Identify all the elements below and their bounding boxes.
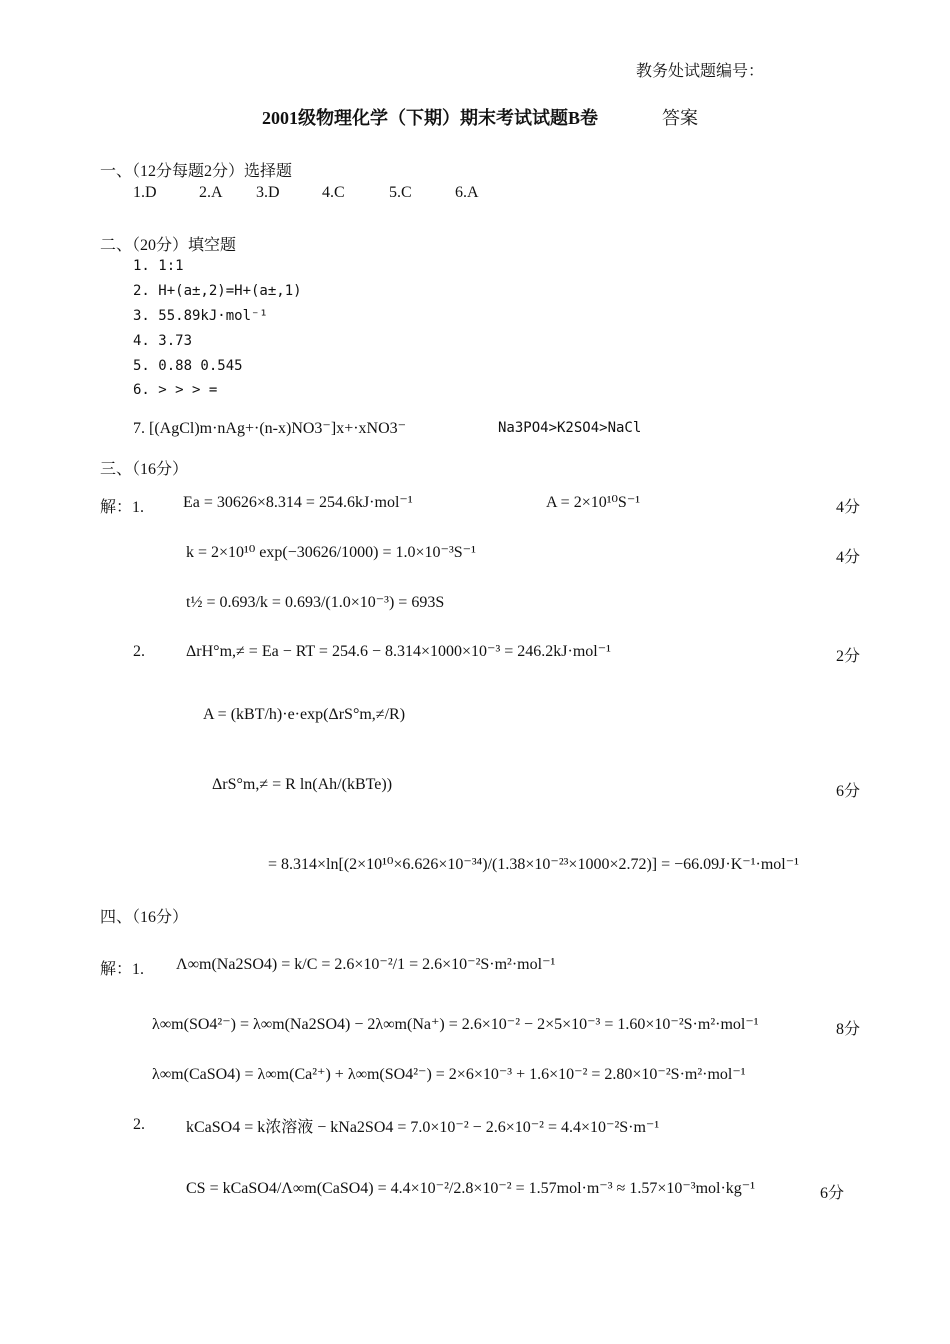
- s2-item-7-order: Na3PO4>K2SO4>NaCl: [498, 420, 642, 436]
- s3-score-2: 4分: [835, 549, 860, 566]
- s3-eq-half-life: t½ = 0.693/k = 0.693/(1.0×10⁻³) = 693S: [186, 594, 445, 611]
- page-title: 2001级物理化学（下期）期末考试试题B卷: [262, 108, 599, 128]
- s2-item-3: 3. 55.89kJ·mol⁻¹: [133, 308, 268, 324]
- s2-item-5: 5. 0.88 0.545: [133, 358, 243, 374]
- s3-score-4: 6分: [835, 783, 860, 800]
- exam-code-label: 教务处试题编号：: [636, 63, 765, 80]
- s2-item-6: 6. > > > =: [133, 382, 218, 398]
- s4-score-1: 8分: [835, 1021, 860, 1038]
- s2-item-7: 7. [(AgCl)m·nAg+·(n-x)NO3⁻]x+·xNO3⁻: [133, 420, 407, 437]
- s1-answer-2: 2.A: [199, 184, 223, 201]
- s3-eq-preexponential: A = 2×10¹⁰S⁻¹: [546, 494, 641, 511]
- section2-heading: 二、（20分）填空题: [100, 237, 237, 254]
- s1-answer-6: 6.A: [455, 184, 479, 201]
- s3-eq-enthalpy: ΔrH°m,≠ = Ea − RT = 254.6 − 8.314×1000×10⁻³ = 246.2kJ·mol⁻¹: [186, 643, 611, 660]
- section3-heading: 三、（16分）: [100, 461, 189, 478]
- s3-eq-entropy: ΔrS°m,≠ = R ln(Ah/(kBTe)): [212, 776, 393, 793]
- s4-eq-molar-conductivity: Λ∞m(Na2SO4) = k/C = 2.6×10⁻²/1 = 2.6×10⁻²S·m²·mol⁻¹: [176, 956, 556, 973]
- section4-heading: 四、（16分）: [100, 909, 189, 926]
- s1-answer-4: 4.C: [322, 184, 345, 201]
- s2-item-1: 1. 1:1: [133, 258, 184, 274]
- s3-eq-activation-energy: Ea = 30626×8.314 = 254.6kJ·mol⁻¹: [183, 494, 413, 511]
- s4-eq-sulfate-ion: λ∞m(SO4²⁻) = λ∞m(Na2SO4) − 2λ∞m(Na⁺) = 2.6×10⁻² − 2×5×10⁻³ = 1.60×10⁻²S·m²·mol⁻¹: [152, 1016, 759, 1033]
- s4-eq-conductivity: kCaSO4 = k浓溶液 − kNa2SO4 = 7.0×10⁻² − 2.6×10⁻² = 4.4×10⁻²S·m⁻¹: [186, 1119, 660, 1136]
- s4-score-2: 6分: [819, 1185, 844, 1202]
- s3-solve-label: 解：1.: [100, 499, 145, 516]
- s4-eq-solubility: CS = kCaSO4/Λ∞m(CaSO4) = 4.4×10⁻²/2.8×10⁻² = 1.57mol·m⁻³ ≈ 1.57×10⁻³mol·kg⁻¹: [186, 1180, 756, 1197]
- s3-score-3: 2分: [835, 648, 860, 665]
- s3-eq-eyring: A = (kBT/h)·e·exp(ΔrS°m,≠/R): [203, 706, 406, 723]
- s2-item-2: 2. H+(a±,2)=H+(a±,1): [133, 283, 302, 299]
- s2-item-4: 4. 3.73: [133, 333, 193, 349]
- s3-part2-label: 2.: [133, 643, 145, 660]
- answer-label: 答案: [662, 108, 698, 128]
- s4-eq-caso4: λ∞m(CaSO4) = λ∞m(Ca²⁺) + λ∞m(SO4²⁻) = 2×6×10⁻³ + 1.6×10⁻² = 2.80×10⁻²S·m²·mol⁻¹: [152, 1066, 746, 1083]
- s3-eq-rate-constant: k = 2×10¹⁰ exp(−30626/1000) = 1.0×10⁻³S⁻¹: [186, 544, 476, 561]
- s4-part2-label: 2.: [133, 1116, 145, 1133]
- s3-eq-entropy-value: = 8.314×ln[(2×10¹⁰×6.626×10⁻³⁴)/(1.38×10⁻²³×1000×2.72)] = −66.09J·K⁻¹·mol⁻¹: [268, 856, 799, 873]
- section1-heading: 一、（12分每题2分）选择题: [100, 163, 293, 180]
- s3-score-1: 4分: [835, 499, 860, 516]
- s1-answer-3: 3.D: [256, 184, 280, 201]
- s1-answer-5: 5.C: [389, 184, 412, 201]
- s1-answer-1: 1.D: [133, 184, 157, 201]
- s4-solve-label: 解：1.: [100, 961, 145, 978]
